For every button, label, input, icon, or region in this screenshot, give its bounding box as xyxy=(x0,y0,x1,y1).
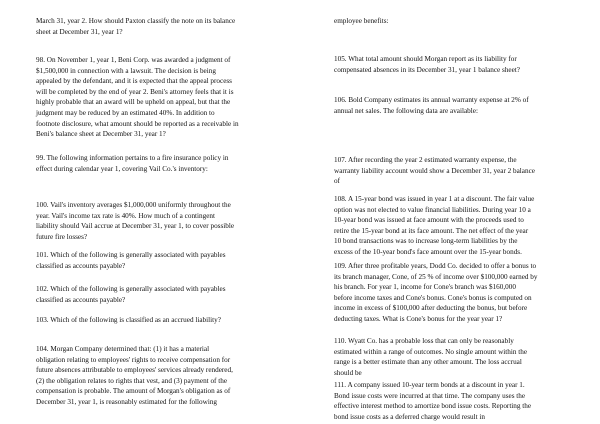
question-105: 105. What total amount should Morgan report as its liability for compensated absences in its December 31, year 1 balance sheet? xyxy=(334,55,520,74)
question-109: 109. After three profitable years, Dodd Co. decided to offer a bonus to its branch manager, Cone, of 25 % of income over $100,000 earned by his branch. For year 1, income for Cone's branch was $160,000 before income taxes and Cone's bonus. Cone's bonus is computed on income in excess of $100,000 after deducting the bonus, but before deducting taxes. What is Cone's bonus for the year year 1? xyxy=(334,262,538,323)
question-101: 101. Which of the following is generally associated with payables classified as accounts payable? xyxy=(36,251,226,270)
question-99: 99. The following information pertains to a fire insurance policy in effect during calendar year 1, covering Vail Co.'s inventory: xyxy=(36,154,229,173)
question-106: 106. Bold Company estimates its annual warranty expense at 2% of annual net sales. The following data are available: xyxy=(334,96,529,115)
question-104-continued: employee benefits: xyxy=(334,17,389,25)
question-107: 107. After recording the year 2 estimated warranty expense, the warranty liability account would show a December 31, year 2 balance of xyxy=(334,156,535,186)
question-103: 103. Which of the following is classified as an accrued liability? xyxy=(36,316,221,324)
question-104: 104. Morgan Company determined that: (1) it has a material obligation relating to employees' rights to receive compensation for future absences attributable to employees' services already rendered, (2) the obligation relates to rights that vest, and (3) payment of the compensation is probable. The amount of Morgan's obligation as of December 31, year 1, is reasonably estimated for the following xyxy=(36,345,233,406)
question-98: 98. On November 1, year 1, Beni Corp. was awarded a judgment of $1,500,000 in connection with a lawsuit. The decision is being appealed by the defendant, and it is expected that the appeal process will be completed by the end of year 2. Beni's attorney feels that it is highly probable that an award will be upheld on appeal, but that the judgment may be reduced by an estimated 40%. In addition to footnote disclosure, what amount should be reported as a receivable in Beni's balance sheet at December 31, year 1? xyxy=(36,56,239,139)
question-102: 102. Which of the following is generally associated with payables classified as accounts payable? xyxy=(36,285,226,304)
question-100: 100. Vail's inventory averages $1,000,000 uniformly throughout the year. Vail's income tax rate is 40%. How much of a contingent liability should Vail accrue at December 31, year 1, to cover possible future fire losses? xyxy=(36,201,235,241)
question-108: 108. A 15-year bond was issued in year 1 at a discount. The fair value option was not elected to value financial liabilities. During year 10 a 10-year bond was issued at face amount with the proceeds used to retire the 15-year bond at its face amount. The net effect of the year 10 bond transactions was to increase long-term liabilities by the excess of the 10-year bond's face amount over the 15-year bonds. xyxy=(334,195,535,256)
question-111: 111. A company issued 10-year term bonds at a discount in year 1. Bond issue costs were incurred at that time. The company uses the effective interest method to amortize bond issue costs. Reporting the bond issue costs as a deferred charge would result in xyxy=(334,381,532,421)
question-110: 110. Wyatt Co. has a probable loss that can only be reasonably estimated within a range of outcomes. No single amount within the range is a better estimate than any other amount. The loss accrual should be xyxy=(334,337,528,377)
question-97-continued: March 31, year 2. How should Paxton classify the note on its balance sheet at December 31, year 1? xyxy=(36,17,236,36)
